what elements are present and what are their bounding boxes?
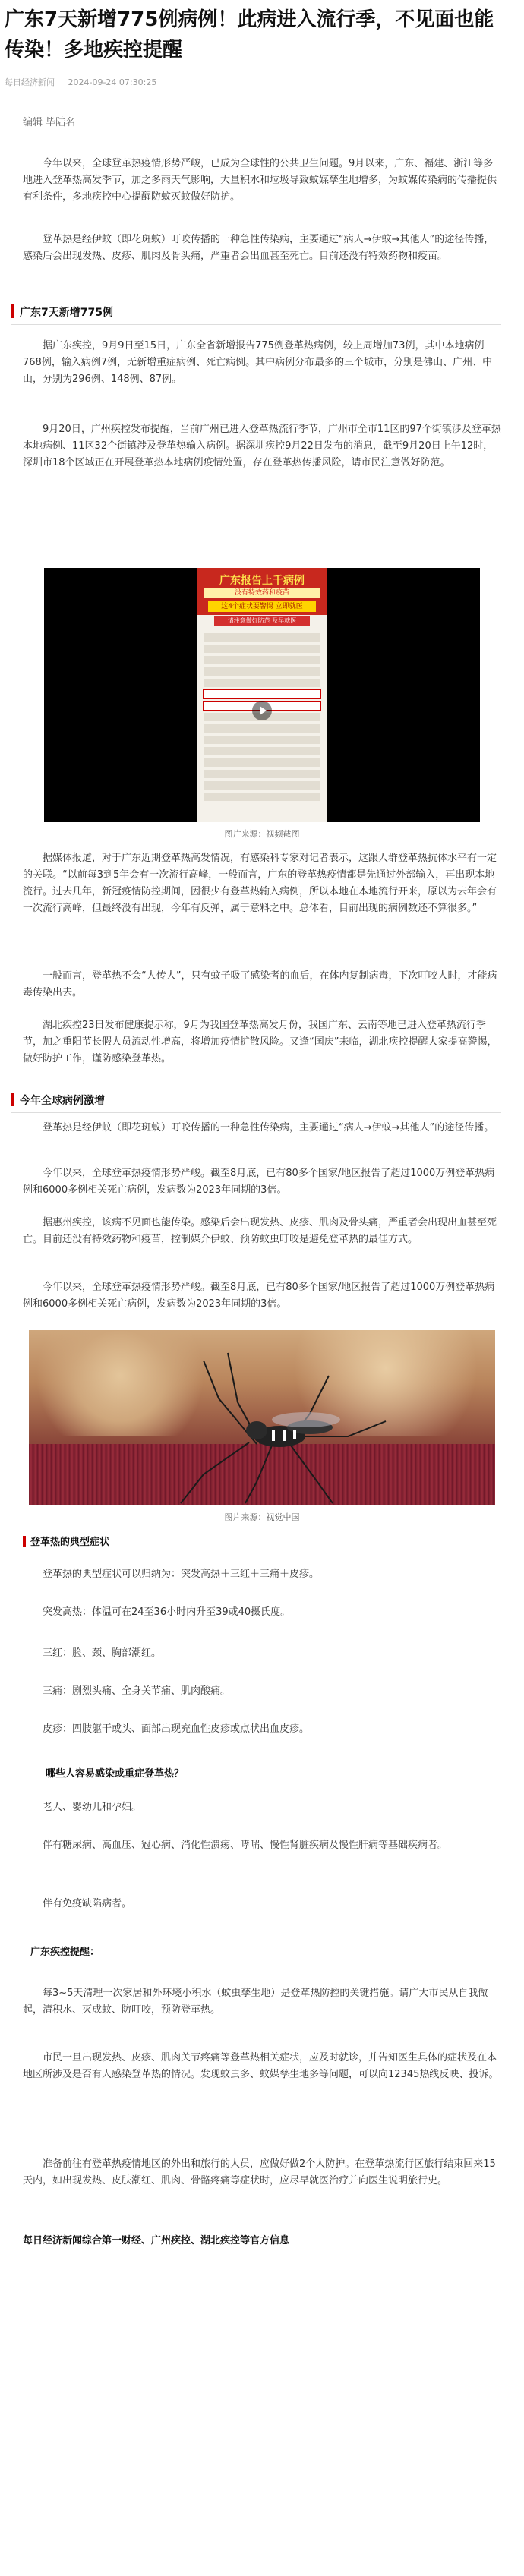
section1-paragraph-2: 9月20日，广州疾控发布提醒，当前广州已进入登革热流行季节，广州市全市11区的97个街镇涉及登革热本地病例、11区32个街镇涉及登革热输入病例。据深圳疾控9月22日发布的消息，截至9月20日上午12时，深圳市18个区域正在开展登革热本地病例疫情处置，存在登革热传播风险，请市民注意做好防范。 [23, 424, 501, 468]
article-date: 2024-09-24 07:30:25 [68, 77, 157, 87]
photo-caption: 图片来源：视觉中国 [224, 1512, 300, 1522]
figure-headline: 广东报告上千病例 [219, 575, 305, 587]
symptom-paragraph-2: 突发高热：体温可在24至36小时内升至39或40摄氏度。 [43, 1606, 291, 1618]
phone-frame [197, 568, 327, 822]
play-icon[interactable] [252, 701, 272, 720]
tips-heading: 广东疾控提醒： [30, 1947, 100, 1958]
risk-item-2: 伴有糖尿病、高血压、冠心病、消化性溃疡、哮喘、慢性肾脏疾病及慢性肝病等基础疾病者。 [43, 1840, 448, 1851]
symptom-paragraph-4: 三痛：剧烈头痛、全身关节痛、肌肉酸痛。 [43, 1685, 231, 1697]
section-marker [23, 1536, 26, 1547]
symptoms-heading [23, 1534, 109, 1548]
table-row [204, 656, 320, 664]
section1-paragraph-5: 湖北疾控23日发布健康提示称，9月为我国登革热高发月份，我国广东、云南等地已进入登革热流行季节，加之重阳节长假人员流动性增高，将增加疫情扩散风险。又逢“国庆”来临，湖北疾控提醒大家提高警惕，做好防护工作，谨防感染登革热。 [23, 1020, 497, 1064]
tip-paragraph-2: 市民一旦出现发热、皮疹、肌肉关节疼痛等登革热相关症状，应及时就诊，并告知医生具体的症状及在本地区所涉及是否有人感染登革热的情况。发现蚊虫多、蚊媒孳生地多等问题，可以向12345热线反映、投诉。 [23, 2052, 499, 2080]
section-heading-text: 广东7天新增775例 [20, 307, 113, 319]
risk-heading: 哪些人容易感染或重症登革热？ [46, 1768, 185, 1780]
section-heading-text: 今年全球病例激增 [20, 1095, 105, 1107]
intro-paragraph-1: 今年以来，全球登革热疫情形势严峻，已成为全球性的公共卫生问题。9月以来，广东、福建、浙江等多地进入登革热高发季节，加之多雨天气影响，大量积水和垃圾导致蚊媒孳生地增多，为蚊媒传染病的传播提供有利条件，多地疾控中心提醒防蚊灭蚊做好防护。 [23, 158, 497, 203]
risk-item-3: 伴有免疫缺陷病者。 [43, 1898, 132, 1909]
symptoms-heading-text: 登革热的典型症状 [30, 1537, 110, 1548]
figure-strip: 请注意做好防范 及早就医 [214, 616, 310, 626]
figure-subheadline: 没有特效药和疫苗 [204, 588, 320, 598]
section2-paragraph-3: 据惠州疾控，该病不见面也能传染。感染后会出现发热、皮疹、肌肉及骨头痛，严重者会出现出血甚至死亡。目前还没有特效药物和疫苗，控制媒介伊蚊、预防蚊虫叮咬是避免登革热的最佳方式。 [23, 1217, 497, 1245]
table-row [204, 781, 320, 790]
figure-warning: 这4个症状要警惕 立即就医 [208, 601, 316, 612]
tip-paragraph-3: 准备前往有登革热疫情地区的外出和旅行的人员，应做好做2个人防护。在登革热流行区旅行结束回来15天内，如出现发热、皮肤潮红、肌肉、骨骼疼痛等症状时，应尽早就医治疗并向医生说明旅行史。 [23, 2158, 496, 2187]
article-title: 广东7天新增775例病例！此病进入流行季，不见面也能传染！多地疾控提醒 [5, 8, 494, 61]
video-screenshot[interactable] [44, 568, 480, 822]
table-row [204, 633, 320, 642]
figure-caption: 图片来源：视频截图 [224, 829, 300, 839]
table-row [204, 747, 320, 755]
table-row [204, 793, 320, 801]
tip-paragraph-1: 每3~5天清理一次家居和外环境小积水（蚊虫孳生地）是登革热防控的关键措施。请广大市民从自我做起，清积水、灭成蚊、防叮咬，预防登革热。 [23, 1988, 488, 2016]
section-marker [11, 1093, 14, 1106]
section2-paragraph-2: 今年以来，全球登革热疫情形势严峻。截至8月底，已有80多个国家/地区报告了超过1000万例登革热病例和6000多例相关死亡病例，发病数为2023年同期的3倍。 [23, 1168, 495, 1196]
risk-item-1: 老人、婴幼儿和孕妇。 [43, 1802, 142, 1813]
section1-paragraph-1: 据广东疾控，9月9日至15日，广东全省新增报告775例登革热病例，较上周增加73例，其中本地病例768例，输入病例7例，无新增重症病例、死亡病例。其中病例分布最多的三个城市，分别是佛山、广州、中山，分别为296例、148例、87例。 [23, 340, 493, 385]
article-source[interactable]: 每日经济新闻 [5, 77, 55, 87]
table-row [204, 679, 320, 687]
mosquito-icon [29, 1330, 495, 1505]
section1-paragraph-3: 据媒体报道，对于广东近期登革热高发情况，有感染科专家对记者表示，这跟人群登革热抗体水平有一定的关联。“以前每3到5年会有一次流行高峰，一般而言，广东的登革热疫情都是先通过外部输入，再出现本地流行。过去几年，新冠疫情防控期间，因很少有登革热输入病例，所以本地在本地流行开来，原以为去年会有一次流行高峰，但最终没有出现，今年有反弹，属于意料之中。总体看，目前出现的病例数还不算很多。” [23, 853, 497, 914]
section-heading-1 [11, 298, 501, 325]
section-heading-2 [11, 1086, 501, 1113]
table-row [204, 770, 320, 778]
section2-paragraph-4: 今年以来，全球登革热疫情形势严峻。截至8月底，已有80多个国家/地区报告了超过1000万例登革热病例和6000多例相关死亡病例，发病数为2023年同期的3倍。 [23, 1282, 495, 1310]
mosquito-photo [29, 1330, 495, 1505]
section1-paragraph-4: 一般而言，登革热不会“人传人”，只有蚊子吸了感染者的血后，在体内复制病毒，下次叮咬人时，才能病毒传染出去。 [23, 970, 497, 998]
table-row [204, 736, 320, 744]
section-marker [11, 304, 14, 318]
table-row [204, 724, 320, 733]
article-meta [5, 76, 167, 88]
table-row [204, 645, 320, 653]
article-editor: 编辑 毕陆名 [23, 117, 76, 128]
table-row [204, 667, 320, 676]
table-row [204, 758, 320, 767]
table-row [204, 690, 320, 698]
intro-paragraph-2: 登革热是经伊蚊（即花斑蚊）叮咬传播的一种急性传染病，主要通过“病人→伊蚊→其他人”的途径传播，感染后会出现发热、皮疹、肌肉及骨头痛，严重者会出血甚至死亡。目前还没有特效药物和疫苗。 [23, 234, 494, 262]
symptom-paragraph-3: 三红：脸、颈、胸部潮红。 [43, 1647, 162, 1659]
symptom-paragraph-5: 皮疹：四肢躯干或头、面部出现充血性皮疹或点状出血皮疹。 [43, 1723, 310, 1735]
section2-paragraph-1: 登革热是经伊蚊（即花斑蚊）叮咬传播的一种急性传染病，主要通过“病人→伊蚊→其他人”的途径传播。 [43, 1122, 494, 1134]
symptom-paragraph-1: 登革热的典型症状可以归纳为：突发高热＋三红＋三痛＋皮疹。 [43, 1569, 320, 1580]
closing-line: 每日经济新闻综合第一财经、广州疾控、湖北疾控等官方信息 [23, 2235, 290, 2247]
